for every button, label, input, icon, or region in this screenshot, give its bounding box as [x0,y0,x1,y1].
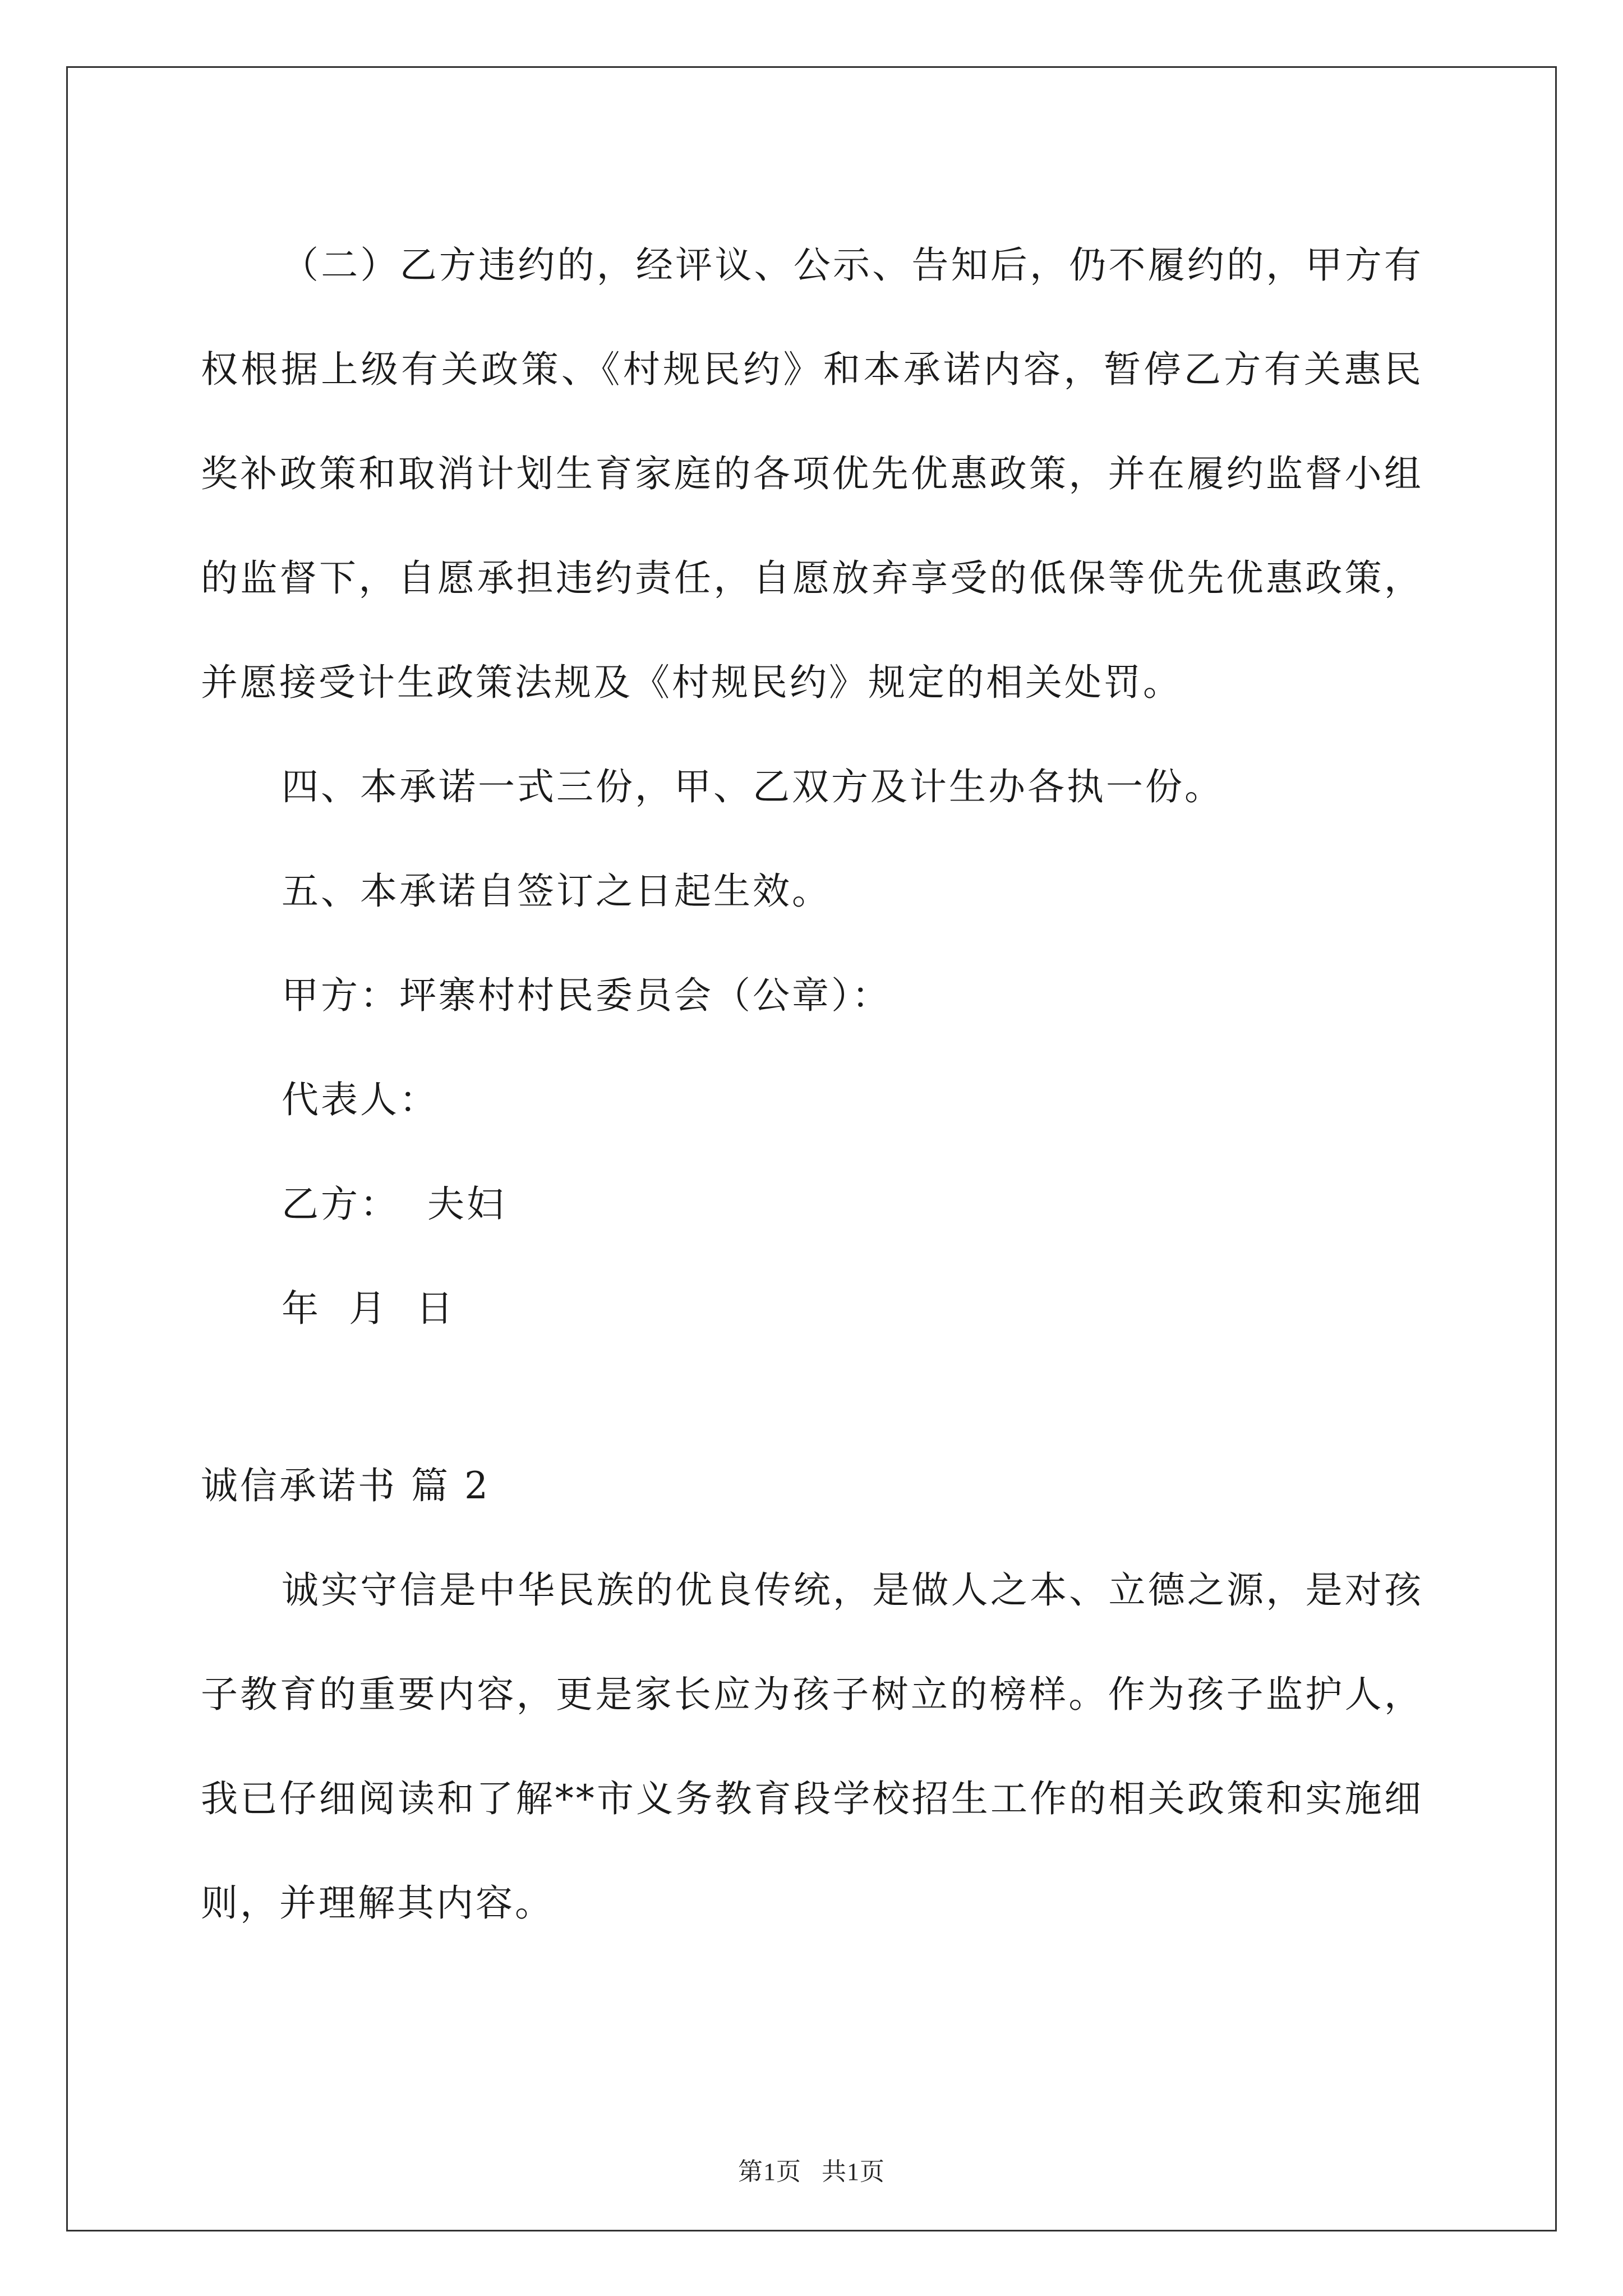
paragraph-effective-clause: 五、本承诺自签订之日起生效。 [282,869,831,913]
page-number: 第1页 共1页 [738,2158,885,2185]
paragraph-copies-clause: 四、本承诺一式三份，甲、乙双方及计生办各执一份。 [282,765,1224,808]
date-line: 年 月 日 [282,1287,455,1330]
party-a-line: 甲方：坪寨村村民委员会（公章）： [282,974,891,1017]
document-body [201,213,1423,1955]
section-title: 诚信承诺书 篇 2 [201,1464,490,1507]
representative-line: 代表人： [282,1078,439,1121]
page-footer [0,2151,1623,2187]
party-b-line: 乙方： 夫妇 [282,1182,506,1226]
section-spacer [201,1361,1423,1434]
paragraph-honesty-intro: 诚实守信是中华民族的优良传统，是做人之本、立德之源，是对孩子教育的重要内容，更是家长应为孩子树立的榜样。作为孩子监护人，我已仔细阅读和了解**市义务教育段学校招生工作的相关政策和实施细则，并理解其内容。 [201,1568,1423,1925]
paragraph-violation-clause: （二）乙方违约的，经评议、公示、告知后，仍不履约的，甲方有权根据上级有关政策、《村规民约》和本承诺内容，暂停乙方有关惠民奖补政策和取消计划生育家庭的各项优先优惠政策，并在履约监督小组的监督下，自愿承担违约责任，自愿放弃享受的低保等优先优惠政策，并愿接受计生政策法规及《村规民约》规定的相关处罚。 [201,243,1423,704]
